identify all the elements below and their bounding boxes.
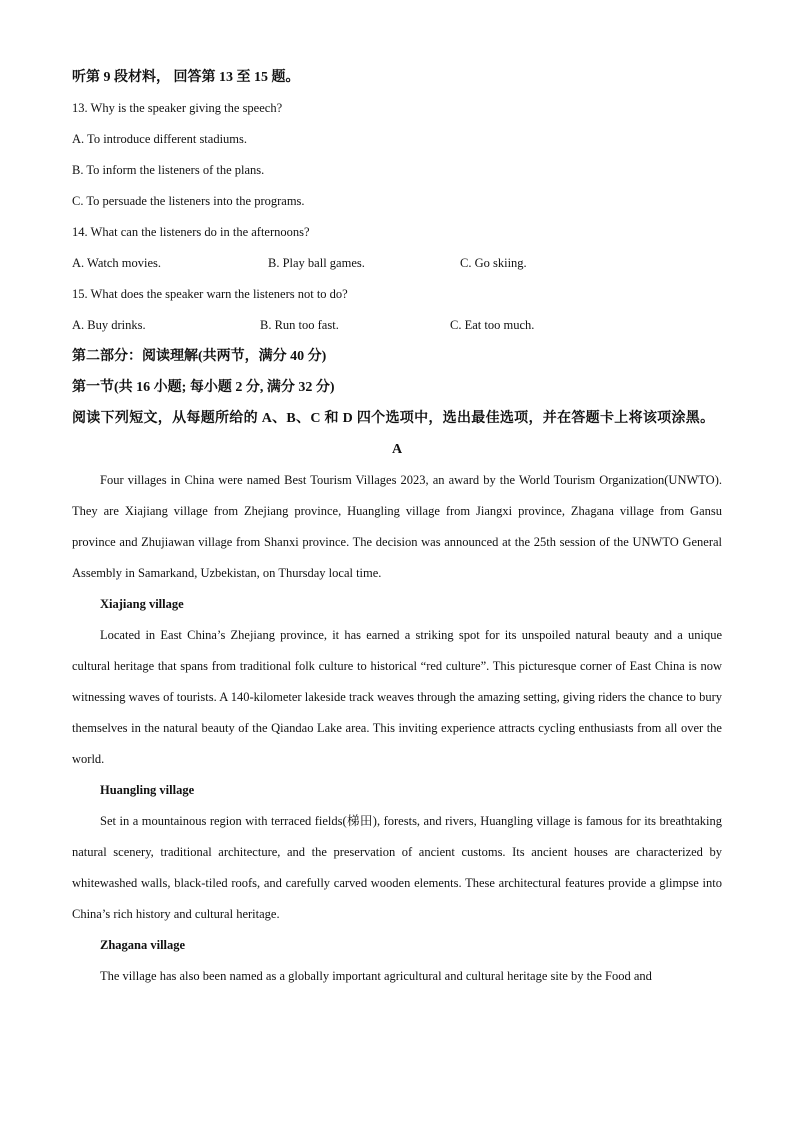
question-15: 15. What does the speaker warn the listeners not to do? — [72, 287, 348, 301]
option-14-a: A. Watch movies. — [72, 256, 162, 270]
question-14: 14. What can the listeners do in the afternoons? — [72, 225, 310, 239]
option-13-c: C. To persuade the listeners into the programs. — [72, 194, 305, 208]
zhagana-paragraph: The village has also been named as a globally important agricultural and cultural heritage site by the Food and — [100, 969, 652, 983]
option-15-b: B. Run too fast. — [260, 318, 339, 332]
question-13: 13. Why is the speaker giving the speech? — [72, 101, 283, 115]
option-15-c: C. Eat too much. — [450, 318, 535, 332]
listening-section-header: 听第 9 段材料， 回答第 13 至 15 题。 — [72, 70, 300, 85]
option-13-b: B. To inform the listeners of the plans. — [72, 163, 265, 177]
exam-page — [72, 62, 722, 992]
reading-instruction: 阅读下列短文，从每题所给的 A、B、C 和 D 四个选项中，选出最佳选项，并在答题卡上将该项涂黑。 — [72, 411, 715, 426]
reading-part-title: 第二部分：阅读理解(共两节，满分 40 分) — [72, 349, 327, 364]
option-13-a: A. To introduce different stadiums. — [72, 132, 248, 146]
options-15 — [72, 310, 722, 341]
options-14 — [72, 248, 722, 279]
passage-label: A — [391, 442, 403, 457]
zhagana-heading: Zhagana village — [100, 938, 186, 952]
huangling-heading: Huangling village — [100, 783, 195, 797]
xiajiang-heading: Xiajiang village — [100, 597, 184, 611]
reading-section-title: 第一节(共 16 小题; 每小题 2 分, 满分 32 分) — [72, 380, 335, 395]
huangling-paragraph: Set in a mountainous region with terraced fields(梯田), forests, and rivers, Huangling village is famous for its breathtaking natural scenery, traditional architecture, and the preservation of ancient customs. Its ancient houses are characterized by whitewashed walls, black-tiled roofs, and carefully carved wooden elements. These architectural features provide a glimpse into China’s rich history and cultural heritage. — [72, 814, 722, 921]
option-14-b: B. Play ball games. — [268, 256, 365, 270]
option-15-a: A. Buy drinks. — [72, 318, 146, 332]
xiajiang-paragraph: Located in East China’s Zhejiang province, it has earned a striking spot for its unspoiled natural beauty and a unique cultural heritage that spans from traditional folk culture to historical “red culture”. This picturesque corner of East China is now witnessing waves of tourists. A 140-kilometer lakeside track weaves through the amazing setting, giving riders the chance to bury themselves in the natural beauty of the Qiandao Lake area. This inviting experience attracts cycling enthusiasts from all over the world. — [72, 628, 722, 766]
option-14-c: C. Go skiing. — [460, 256, 527, 270]
passage-intro: Four villages in China were named Best Tourism Villages 2023, an award by the World Tourism Organization(UNWTO). They are Xiajiang village from Zhejiang province, Huangling village from Jiangxi province, Zhagana village from Gansu province and Zhujiawan village from Shanxi province. The decision was announced at the 25th session of the UNWTO General Assembly in Samarkand, Uzbekistan, on Thursday local time. — [72, 473, 722, 580]
